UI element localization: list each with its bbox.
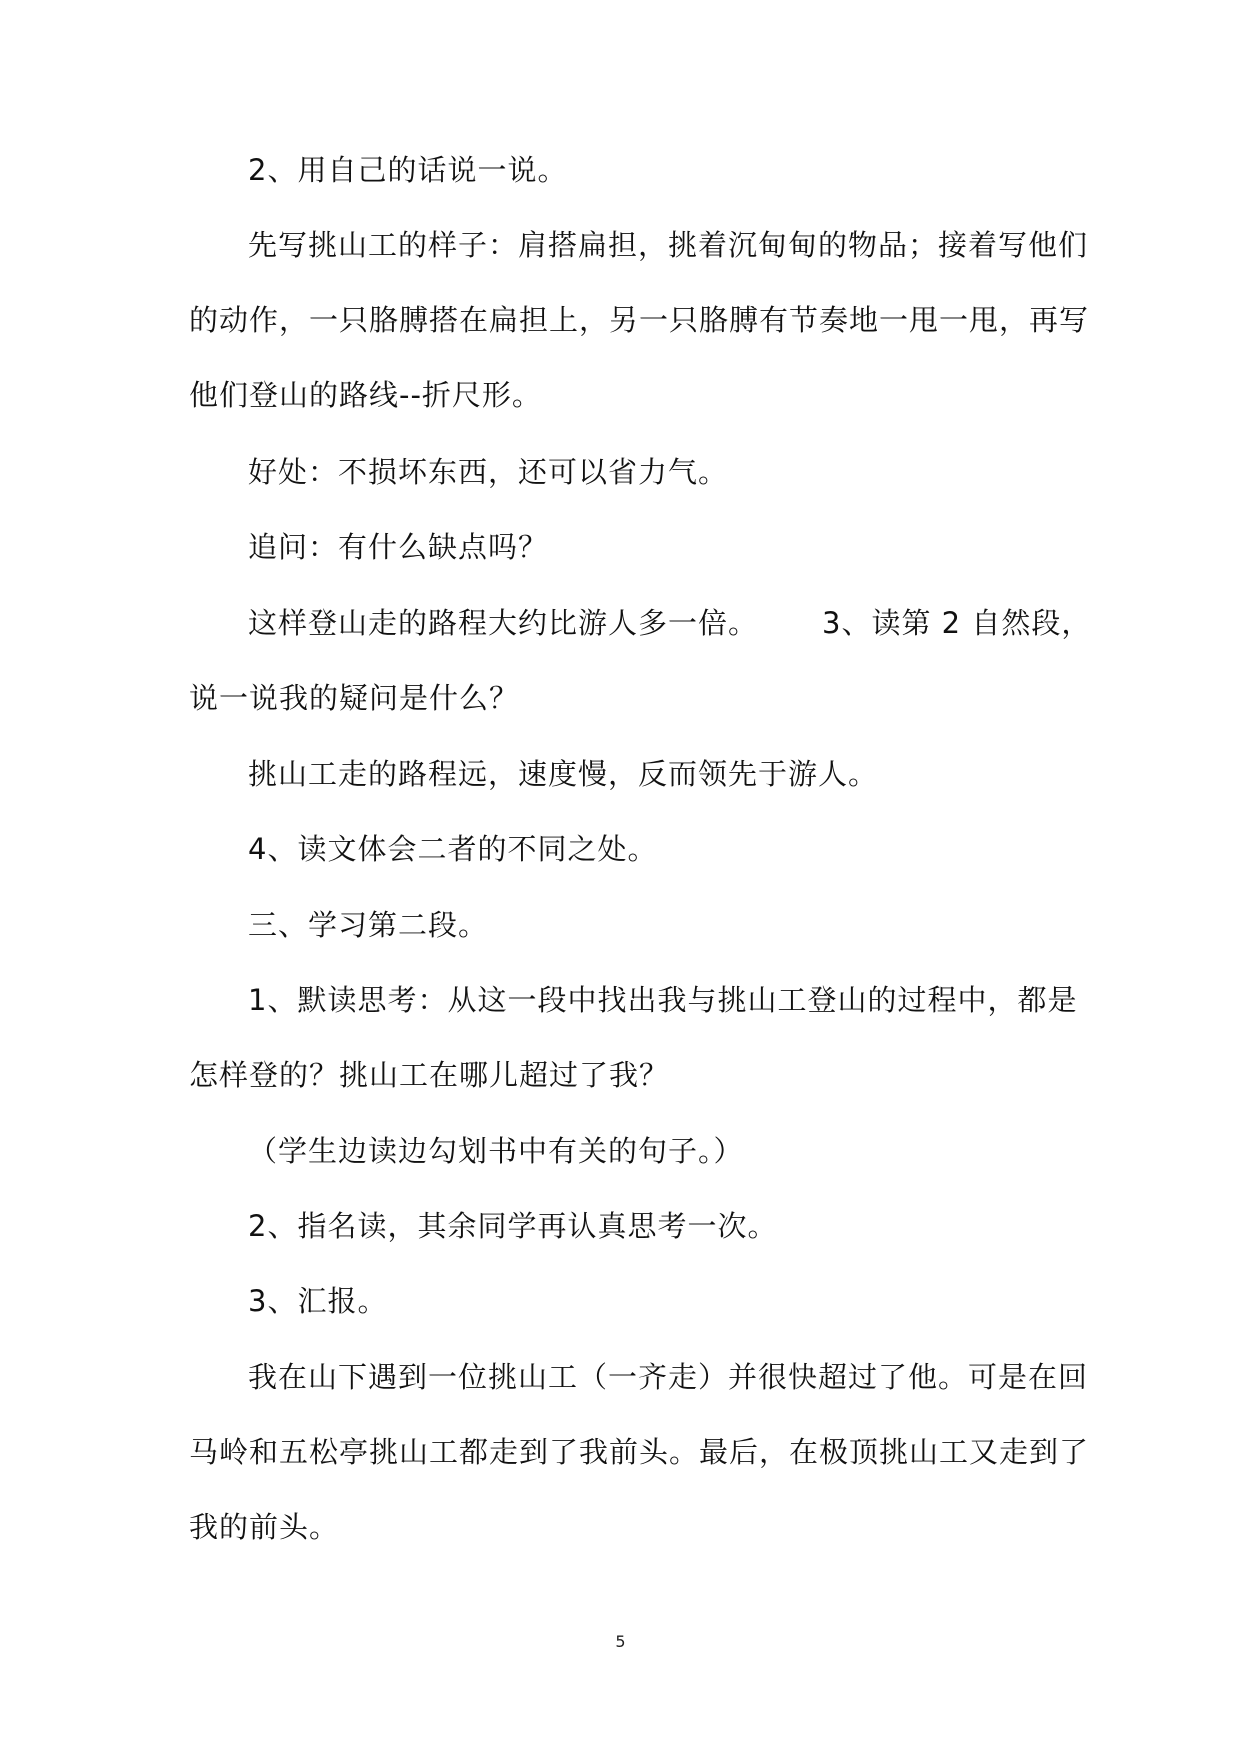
page-number: 5 xyxy=(615,1632,626,1651)
paragraph-line: 2、指名读，其余同学再认真思考一次。 xyxy=(248,1209,778,1243)
paragraph-line: 我的前头。 xyxy=(189,1510,340,1544)
paragraph-line: 我在山下遇到一位挑山工（一齐走）并很快超过了他。可是在回 xyxy=(248,1360,1089,1394)
paragraph-line: （学生边读边勾划书中有关的句子。） xyxy=(248,1134,744,1168)
paragraph-line: 他们登山的路线--折尺形。 xyxy=(189,378,542,412)
paragraph-line: 挑山工走的路程远，速度慢，反而领先于游人。 xyxy=(248,757,879,791)
paragraph-line: 4、读文体会二者的不同之处。 xyxy=(248,832,658,866)
paragraph-line: 说一说我的疑问是什么？ xyxy=(189,681,520,715)
paragraph-text: 这样登山走的路程大约比游人多一倍。 xyxy=(248,606,759,640)
paragraph-line: 1、默读思考：从这一段中找出我与挑山工登山的过程中，都是 xyxy=(248,983,1078,1017)
paragraph-line: 3、汇报。 xyxy=(248,1284,388,1318)
paragraph-line: 先写挑山工的样子：肩搭扁担，挑着沉甸甸的物品；接着写他们 xyxy=(248,228,1089,262)
paragraph-line: 马岭和五松亭挑山工都走到了我前头。最后，在极顶挑山工又走到了 xyxy=(189,1435,1090,1469)
paragraph-line: 的动作，一只胳膊搭在扁担上，另一只胳膊有节奏地一甩一甩，再写 xyxy=(189,303,1090,337)
paragraph-line: 怎样登的？挑山工在哪儿超过了我？ xyxy=(189,1058,670,1092)
section-heading: 三、学习第二段。 xyxy=(248,908,489,942)
paragraph-line xyxy=(248,603,1091,643)
paragraph-text: 3、读第 2 自然段， xyxy=(822,606,1092,640)
paragraph-line: 好处：不损坏东西，还可以省力气。 xyxy=(248,455,729,489)
paragraph-line: 追问：有什么缺点吗？ xyxy=(248,530,549,564)
paragraph-line: 2、用自己的话说一说。 xyxy=(248,153,568,187)
